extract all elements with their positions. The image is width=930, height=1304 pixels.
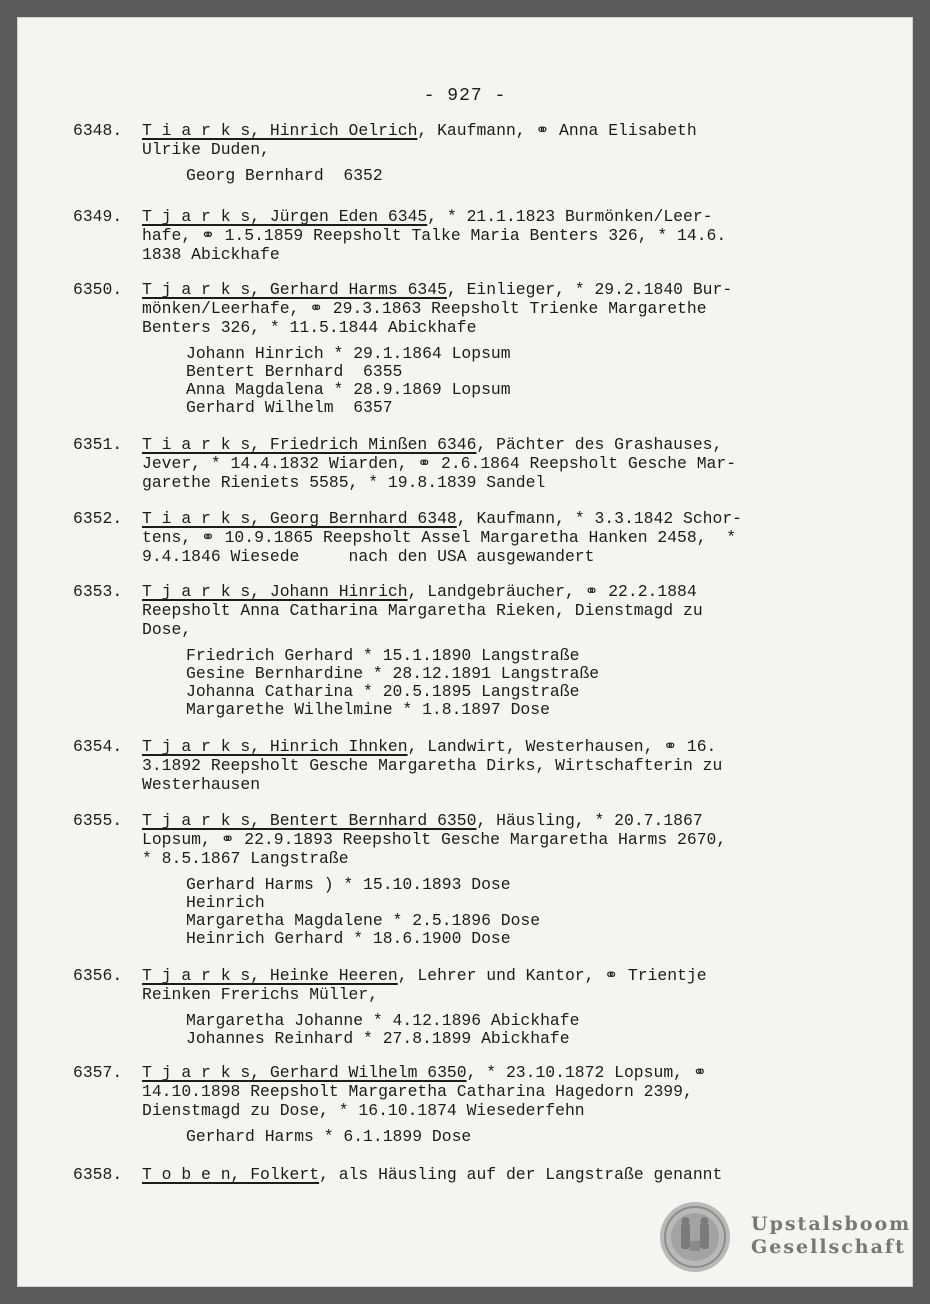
entry-text bbox=[142, 1063, 853, 1120]
entry-text bbox=[142, 207, 853, 264]
entry-line: 14.10.1898 Reepsholt Margaretha Catharina Hagedorn 2399, bbox=[142, 1082, 693, 1101]
person-name: T o b e n, Folkert bbox=[142, 1165, 320, 1184]
person-name: T j a r k s, Heinke Heeren bbox=[142, 966, 398, 985]
entry-line: 3.1892 Reepsholt Gesche Margaretha Dirks, Wirtschafterin zu bbox=[142, 756, 723, 775]
entry-number: 6348. bbox=[73, 121, 123, 140]
entry-text bbox=[142, 811, 853, 868]
child-entry: Bentert Bernhard 6355 bbox=[186, 362, 403, 381]
entry-line: T o b e n, Folkert, als Häusling auf der Langstraße genannt bbox=[142, 1165, 723, 1184]
entry-line: 9.4.1846 Wiesede nach den USA ausgewandert bbox=[142, 547, 595, 566]
child-entry: Margaretha Johanne * 4.12.1896 Abickhafe bbox=[186, 1011, 580, 1030]
entry-number: 6350. bbox=[73, 280, 123, 299]
entry-line: T i a r k s, Friedrich Minßen 6346, Pächter des Grashauses, bbox=[142, 435, 723, 454]
children-list bbox=[186, 876, 853, 948]
entry-line: T j a r k s, Gerhard Harms 6345, Einlieger, * 29.2.1840 Bur- bbox=[142, 280, 733, 299]
entry-line: tens, ⚭ 10.9.1865 Reepsholt Assel Margaretha Hanken 2458, * bbox=[142, 528, 737, 547]
children-list bbox=[186, 1012, 853, 1048]
entry-6354 bbox=[73, 737, 853, 794]
entry-line: T j a r k s, Heinke Heeren, Lehrer und Kantor, ⚭ Trientje bbox=[142, 966, 707, 985]
entry-line: T j a r k s, Jürgen Eden 6345, * 21.1.1823 Burmönken/Leer- bbox=[142, 207, 713, 226]
person-name: T i a r k s, Hinrich Oelrich bbox=[142, 121, 418, 140]
seal-icon bbox=[659, 1201, 731, 1273]
person-name: T i a r k s, Friedrich Minßen 6346 bbox=[142, 435, 477, 454]
child-entry: Anna Magdalena * 28.9.1869 Lopsum bbox=[186, 380, 511, 399]
entry-6358 bbox=[73, 1165, 853, 1184]
child-entry: Gerhard Harms ) * 15.10.1893 Dose bbox=[186, 875, 511, 894]
entry-6348 bbox=[73, 121, 853, 185]
entry-line: Jever, * 14.4.1832 Wiarden, ⚭ 2.6.1864 Reepsholt Gesche Mar- bbox=[142, 454, 737, 473]
upstalsboom-logo bbox=[659, 1201, 912, 1275]
person-name: T j a r k s, Gerhard Wilhelm 6350 bbox=[142, 1063, 467, 1082]
child-entry: Johanna Catharina * 20.5.1895 Langstraße bbox=[186, 682, 580, 701]
entry-text bbox=[142, 1165, 853, 1184]
entry-text bbox=[142, 737, 853, 794]
entry-number: 6349. bbox=[73, 207, 123, 226]
entry-line: * 8.5.1867 Langstraße bbox=[142, 849, 349, 868]
entry-6349 bbox=[73, 207, 853, 264]
child-entry: Friedrich Gerhard * 15.1.1890 Langstraße bbox=[186, 646, 580, 665]
entry-line: Reepsholt Anna Catharina Margaretha Rieken, Dienstmagd zu bbox=[142, 601, 703, 620]
child-entry: Heinrich bbox=[186, 893, 265, 912]
entry-line: T j a r k s, Hinrich Ihnken, Landwirt, Westerhausen, ⚭ 16. bbox=[142, 737, 717, 756]
person-name: T j a r k s, Jürgen Eden 6345 bbox=[142, 207, 428, 226]
entry-line: Lopsum, ⚭ 22.9.1893 Reepsholt Gesche Margaretha Harms 2670, bbox=[142, 830, 727, 849]
children-list bbox=[186, 345, 853, 417]
entry-number: 6353. bbox=[73, 582, 123, 601]
child-entry: Heinrich Gerhard * 18.6.1900 Dose bbox=[186, 929, 511, 948]
entry-text bbox=[142, 435, 853, 492]
entry-line: Reinken Frerichs Müller, bbox=[142, 985, 379, 1004]
entry-line: T i a r k s, Georg Bernhard 6348, Kaufmann, * 3.3.1842 Schor- bbox=[142, 509, 743, 528]
child-entry: Gesine Bernhardine * 28.12.1891 Langstraße bbox=[186, 664, 600, 683]
entry-number: 6358. bbox=[73, 1165, 123, 1184]
entry-6355 bbox=[73, 811, 853, 948]
entry-line: T i a r k s, Hinrich Oelrich, Kaufmann, ⚭ Anna Elisabeth bbox=[142, 121, 697, 140]
child-entry: Margarethe Wilhelmine * 1.8.1897 Dose bbox=[186, 700, 550, 719]
child-entry: Johannes Reinhard * 27.8.1899 Abickhafe bbox=[186, 1029, 570, 1048]
child-entry: Gerhard Harms * 6.1.1899 Dose bbox=[186, 1127, 472, 1146]
children-list bbox=[186, 167, 853, 185]
children-list bbox=[186, 1128, 853, 1146]
entry-text bbox=[142, 280, 853, 337]
person-name: T j a r k s, Hinrich Ihnken bbox=[142, 737, 408, 756]
page-number: - 927 - bbox=[423, 86, 507, 106]
person-name: T j a r k s, Bentert Bernhard 6350 bbox=[142, 811, 477, 830]
entry-number: 6354. bbox=[73, 737, 123, 756]
entry-line: Dose, bbox=[142, 620, 192, 639]
child-entry: Georg Bernhard 6352 bbox=[186, 166, 383, 185]
entry-line: 1838 Abickhafe bbox=[142, 245, 280, 264]
entry-line: Ulrike Duden, bbox=[142, 140, 270, 159]
child-entry: Gerhard Wilhelm 6357 bbox=[186, 398, 393, 417]
entry-line: T j a r k s, Bentert Bernhard 6350, Häusling, * 20.7.1867 bbox=[142, 811, 703, 830]
document-page bbox=[17, 17, 913, 1287]
person-name: T j a r k s, Gerhard Harms 6345 bbox=[142, 280, 447, 299]
entry-line: garethe Rieniets 5585, * 19.8.1839 Sandel bbox=[142, 473, 546, 492]
entry-line: Dienstmagd zu Dose, * 16.10.1874 Wiesederfehn bbox=[142, 1101, 585, 1120]
child-entry: Margaretha Magdalene * 2.5.1896 Dose bbox=[186, 911, 541, 930]
brand-name: Upstalsboom Gesellschaft bbox=[751, 1213, 912, 1258]
entry-line: hafe, ⚭ 1.5.1859 Reepsholt Talke Maria Benters 326, * 14.6. bbox=[142, 226, 727, 245]
person-name: T j a r k s, Johann Hinrich bbox=[142, 582, 408, 601]
entry-6351 bbox=[73, 435, 853, 492]
entry-line: T j a r k s, Gerhard Wilhelm 6350, * 23.10.1872 Lopsum, ⚭ bbox=[142, 1063, 707, 1082]
entry-number: 6352. bbox=[73, 509, 123, 528]
entry-6352 bbox=[73, 509, 853, 566]
entry-number: 6357. bbox=[73, 1063, 123, 1082]
entry-6350 bbox=[73, 280, 853, 417]
entry-number: 6351. bbox=[73, 435, 123, 454]
entry-text bbox=[142, 121, 853, 159]
entry-line: mönken/Leerhafe, ⚭ 29.3.1863 Reepsholt Trienke Margarethe bbox=[142, 299, 707, 318]
entry-6353 bbox=[73, 582, 853, 719]
children-list bbox=[186, 647, 853, 719]
entry-text bbox=[142, 966, 853, 1004]
entry-6357 bbox=[73, 1063, 853, 1146]
entry-text bbox=[142, 582, 853, 639]
entry-number: 6356. bbox=[73, 966, 123, 985]
entry-line: Westerhausen bbox=[142, 775, 261, 794]
entry-6356 bbox=[73, 966, 853, 1048]
entry-text bbox=[142, 509, 853, 566]
entry-line: T j a r k s, Johann Hinrich, Landgebräucher, ⚭ 22.2.1884 bbox=[142, 582, 697, 601]
entry-line: Benters 326, * 11.5.1844 Abickhafe bbox=[142, 318, 477, 337]
entry-number: 6355. bbox=[73, 811, 123, 830]
person-name: T i a r k s, Georg Bernhard 6348 bbox=[142, 509, 457, 528]
child-entry: Johann Hinrich * 29.1.1864 Lopsum bbox=[186, 344, 511, 363]
